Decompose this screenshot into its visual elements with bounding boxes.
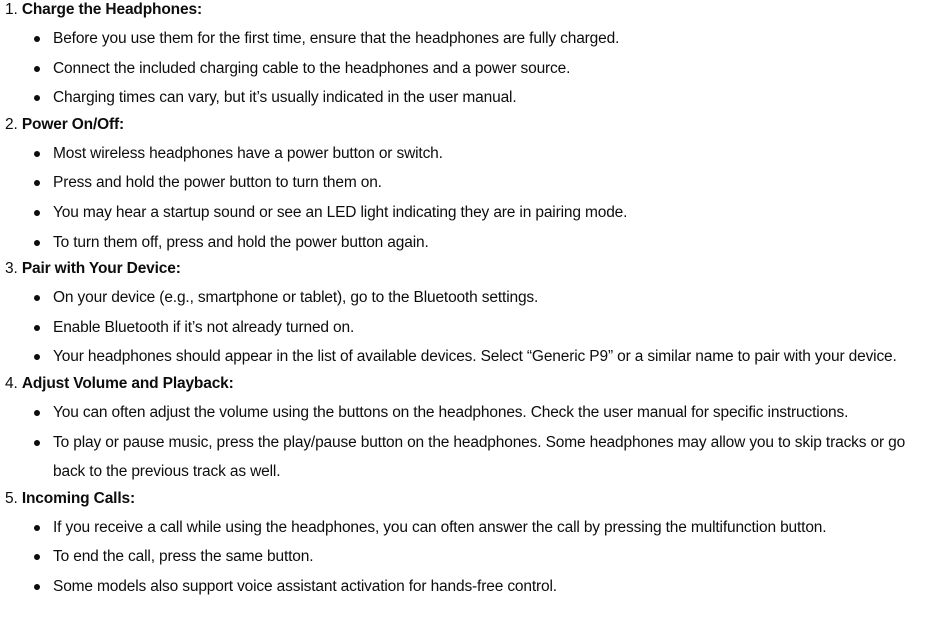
list-item: You can often adjust the volume using the buttons on the headphones. Check the user manual for specific instructions.	[0, 398, 932, 428]
step-title: Incoming Calls:	[21, 489, 135, 507]
bullet-icon	[34, 210, 40, 216]
step-power	[0, 113, 932, 257]
bullet-icon	[34, 525, 40, 531]
step-pair	[0, 257, 932, 372]
bullet-list	[0, 24, 932, 113]
bullet-icon	[34, 554, 40, 560]
step-number: 5.	[5, 489, 18, 507]
list-item: Before you use them for the first time, ensure that the headphones are fully charged.	[0, 24, 932, 54]
list-item: To turn them off, press and hold the power button again.	[0, 228, 932, 258]
step-heading	[0, 257, 932, 283]
bullet-icon	[34, 440, 40, 446]
step-volume-playback	[0, 372, 932, 487]
list-item: To play or pause music, press the play/pause button on the headphones. Some headphones may allow you to skip tracks or go back to the previous track as well.	[0, 428, 932, 487]
step-title: Pair with Your Device:	[21, 260, 181, 278]
list-item: Press and hold the power button to turn them on.	[0, 168, 932, 198]
list-item: On your device (e.g., smartphone or tablet), go to the Bluetooth settings.	[0, 283, 932, 313]
bullet-icon	[34, 95, 40, 101]
step-number: 4.	[5, 374, 18, 392]
bullet-icon	[34, 36, 40, 42]
list-item: Charging times can vary, but it’s usually indicated in the user manual.	[0, 83, 932, 113]
bullet-list	[0, 398, 932, 487]
step-title: Adjust Volume and Playback:	[21, 374, 234, 392]
list-item: Connect the included charging cable to the headphones and a power source.	[0, 54, 932, 84]
step-number: 1.	[5, 1, 18, 18]
list-item: Most wireless headphones have a power button or switch.	[0, 139, 932, 169]
bullet-icon	[34, 325, 40, 331]
bullet-icon	[34, 240, 40, 246]
step-heading	[0, 113, 932, 139]
step-heading	[0, 0, 932, 24]
step-number: 3.	[5, 260, 18, 278]
bullet-icon	[34, 584, 40, 590]
step-title: Charge the Headphones:	[21, 1, 202, 18]
bullet-icon	[34, 410, 40, 416]
step-number: 2.	[5, 115, 18, 133]
bullet-icon	[34, 151, 40, 157]
bullet-icon	[34, 180, 40, 186]
step-incoming-calls	[0, 487, 932, 602]
list-item: You may hear a startup sound or see an LED light indicating they are in pairing mode.	[0, 198, 932, 228]
list-item: Some models also support voice assistant activation for hands-free control.	[0, 572, 932, 602]
step-heading	[0, 487, 932, 513]
list-item: Your headphones should appear in the list of available devices. Select “Generic P9” or a similar name to pair with your device.	[0, 342, 932, 372]
step-charge	[0, 0, 932, 113]
step-heading	[0, 372, 932, 398]
bullet-list	[0, 283, 932, 372]
bullet-icon	[34, 354, 40, 360]
bullet-list	[0, 513, 932, 602]
list-item: To end the call, press the same button.	[0, 542, 932, 572]
list-item: If you receive a call while using the headphones, you can often answer the call by pressing the multifunction button.	[0, 513, 932, 543]
bullet-icon	[34, 66, 40, 72]
list-item: Enable Bluetooth if it’s not already turned on.	[0, 313, 932, 343]
step-title: Power On/Off:	[21, 115, 125, 133]
bullet-icon	[34, 295, 40, 301]
bullet-list	[0, 139, 932, 257]
